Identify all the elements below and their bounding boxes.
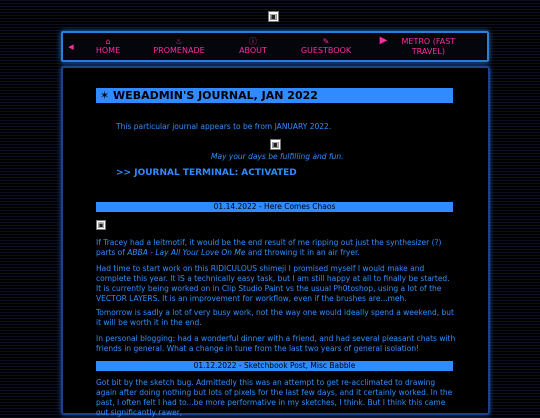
terminal-heading: >> JOURNAL TERMINAL: ACTIVATED <box>116 168 297 178</box>
pencil-icon: ✎ <box>322 36 330 46</box>
entry-paragraph: Tomorrow is sadly a lot of very busy work, not the way one would ideally spend a weekend, but it will be worth it in the end. <box>96 308 454 327</box>
journal-motto: May your days be fulfilling and fun. <box>211 152 344 161</box>
nav-promenade[interactable] <box>137 38 221 56</box>
image-placeholder-icon: ▣ <box>97 221 105 229</box>
entry-paragraph: If Tracey had a leitmotif, it would be the end result of me ripping out just the synthesizer (?) parts of ABBA - Lay All Your Love On Me and throwing it in an air fryer. <box>96 238 442 257</box>
entry-paragraph: Got bit by the sketch bug. Admittedly this was an attempt to get re-acclimated to drawing again after doing nothing but lots of pixels for the last few days, and it certainly worked. In the past, I often felt I had to...be more performative in my sketches, I think. But I think this came out significantly rawer, <box>96 378 453 417</box>
nav-guestbook-label: GUESTBOOK <box>300 45 352 55</box>
image-placeholder-icon: ▣ <box>271 140 280 149</box>
journal-panel <box>61 66 490 415</box>
page-title: ✶ WEBADMIN'S JOURNAL, JAN 2022 <box>96 88 453 103</box>
nav-promenade-label: PROMENADE <box>153 45 205 55</box>
play-arrow-icon: ▶ <box>379 34 388 46</box>
home-icon: ⌂ <box>105 36 111 46</box>
image-placeholder-icon: ▣ <box>269 12 278 21</box>
nav-about-label: ABOUT <box>239 45 267 55</box>
song-title: ABBA - Lay All Your Love On Me <box>127 248 246 257</box>
nav-home[interactable] <box>79 38 137 56</box>
nav-about[interactable] <box>221 38 285 56</box>
entry-paragraph: In personal blogging: had a wonderful dinner with a friend, and had several pleasant chats with friends in general. What a change in tune from the last two years of general isolation! <box>96 334 456 353</box>
nav-metro[interactable] <box>367 34 479 57</box>
entry-date-header: 01.14.2022 - Here Comes Chaos <box>96 202 453 212</box>
entry-paragraph: Had time to start work on this RIDICULOUS shimeji I promised myself I would make and complete this year. It IS a technically easy task, but I am still happy at all to finally be started. It is currently being worked on in Clip Studio Paint vs the usual Ph0toshop, using a lot of the VECTOR LAYERS. It is an improvement for workflow, even if the brushes are...meh. <box>96 264 450 303</box>
nav-guestbook[interactable] <box>285 38 367 56</box>
nav-left-arrow-icon[interactable]: ◀ <box>68 42 74 51</box>
nav-metro-label: METRO (FAST TRAVEL) <box>401 36 456 56</box>
info-icon: ⓘ <box>249 36 257 46</box>
main-navbar <box>61 31 489 62</box>
promenade-icon: ♨ <box>175 36 183 46</box>
entry-date-header: 01.12.2022 - Sketchbook Post, Misc Babble <box>96 361 453 371</box>
journal-intro: This particular journal appears to be from JANUARY 2022. <box>116 122 332 131</box>
nav-home-label: HOME <box>95 45 121 55</box>
